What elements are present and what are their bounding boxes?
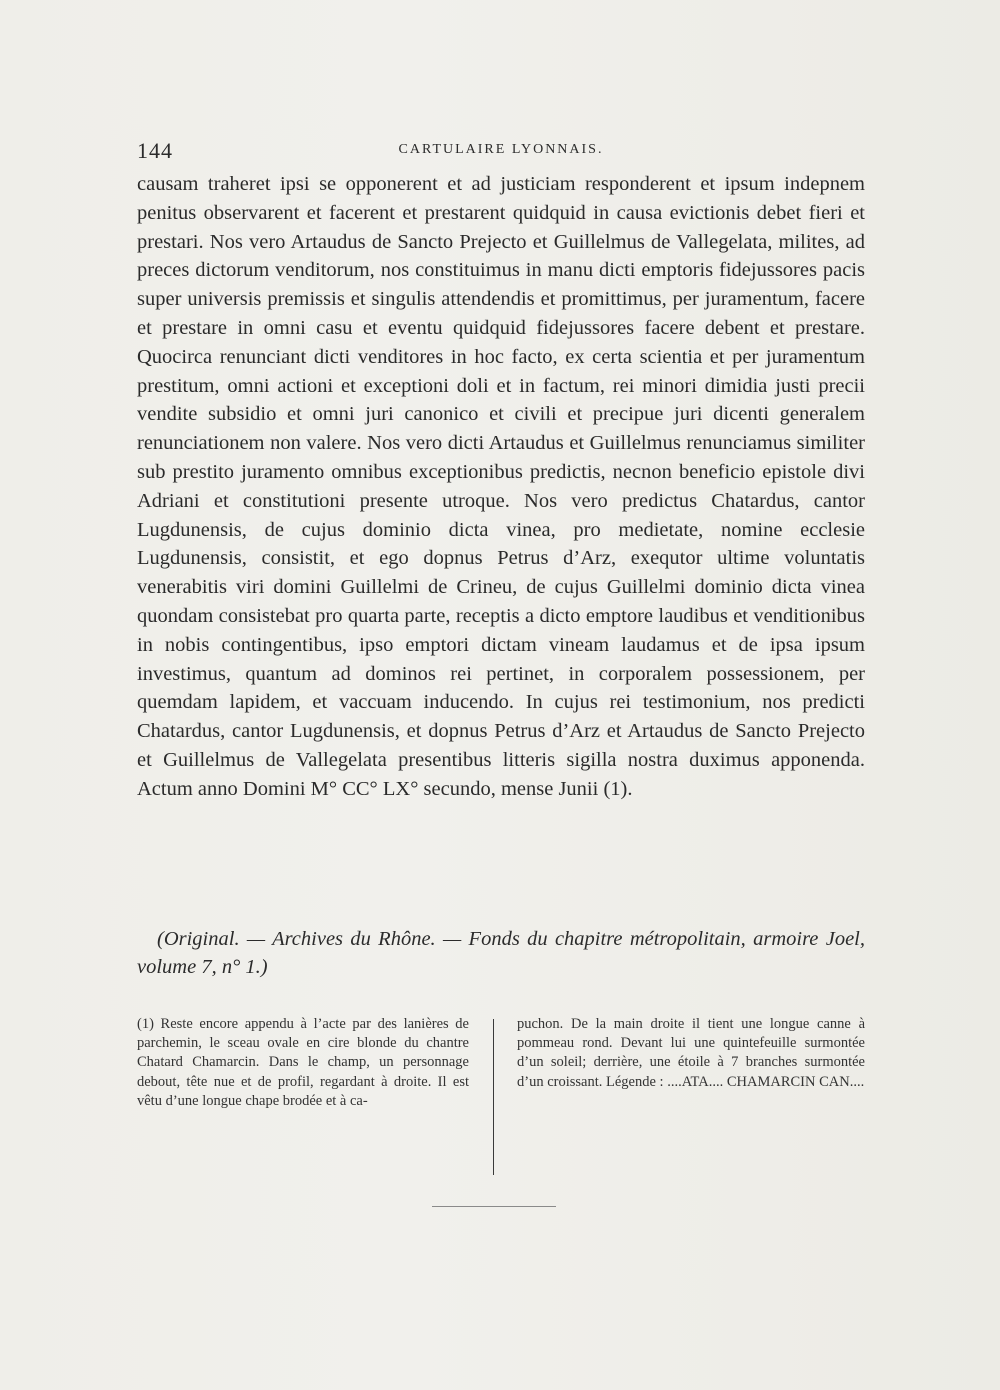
end-rule [432, 1206, 556, 1207]
footnote-left-column: (1) Reste encore appendu à l’acte par des lanières de parchemin, le sceau ovale en cire blonde du chantre Chatard Chamarcin. Dans le champ, un personnage debout, tête nue et de profil, regardant à droite. Il est vêtu d’une longue chape brodée et à ca- [137, 1016, 469, 1109]
running-title: CARTULAIRE LYONNAIS. [398, 142, 604, 157]
footnote-divider [493, 1019, 494, 1175]
footnote-right-column: puchon. De la main droite il tient une longue canne à pommeau rond. Devant lui une quintefeuille surmontée d’un soleil; derrière, une étoile à 7 branches surmontée d’un croissant. Légende : ....ATA.... CHAMARCIN CAN.... [517, 1016, 865, 1090]
footnotes [137, 1015, 865, 1165]
charter-text: causam traheret ipsi se opponerent et ad justiciam responderent et ipsum indepnem penitus observarent et facerent et prestarent quidquid in causa evictionis debet fieri et prestari. Nos vero Artaudus de Sancto Prejecto et Guillelmus de Vallegelata, milites, ad preces dictorum venditorum, nos constituimus in manu dicti emptoris fidejussores pacis super universis premissis et singulis attendendis et promittimus, per juramentum, facere et prestare in omni casu et eventu quidquid fidejussores facere debent et prestare. Quocirca renunciant dicti venditores in hoc facto, ex certa scientia et per juramentum prestitum, omni actioni et exceptioni doli et in factum, rei minori dimidia justi precii vendite subsidio et omni juri canonico et civili et precipue juri dicenti generalem renunciationem non valere. Nos vero dicti Artaudus et Guillelmus renunciamus similiter sub prestito juramento omnibus exceptionibus predictis, necnon beneficio epistole divi Adriani et constitutioni presente utroque. Nos vero predictus Chatardus, cantor Lugdunensis, de cujus dominio dicta vinea, pro medietate, nomine ecclesie Lugdunensis, consistit, et ego dopnus Petrus d’Arz, exequtor ultime voluntatis venerabitis viri domini Guillelmi de Crineu, de cujus Guillelmi dominio dicta vinea quondam consistebat pro quarta parte, receptis a dicto emptore laudibus et venditionibus in nobis contingentibus, ipso emptori dictam vineam laudamus et de ipsa ipsum investimus, quantum ad dominos rei pertinet, in corporalem possessionem, per quemdam lapidem, et vaccuam inducendo. In cujus rei testimonium, nos predicti Chatardus, cantor Lugdunensis, et dopnus Petrus d’Arz et Artaudus de Sancto Prejecto et Guillelmus de Vallegelata presentibus litteris sigilla nostra duximus apponenda. Actum anno Domini M° CC° LX° secundo, mense Junii (1). [137, 173, 865, 800]
page-number: 144 [137, 138, 173, 163]
running-head [137, 138, 865, 168]
source-citation: (Original. — Archives du Rhône. — Fonds du chapitre métropolitain, armoire Joel, volume 7, n° 1.) [137, 928, 865, 978]
